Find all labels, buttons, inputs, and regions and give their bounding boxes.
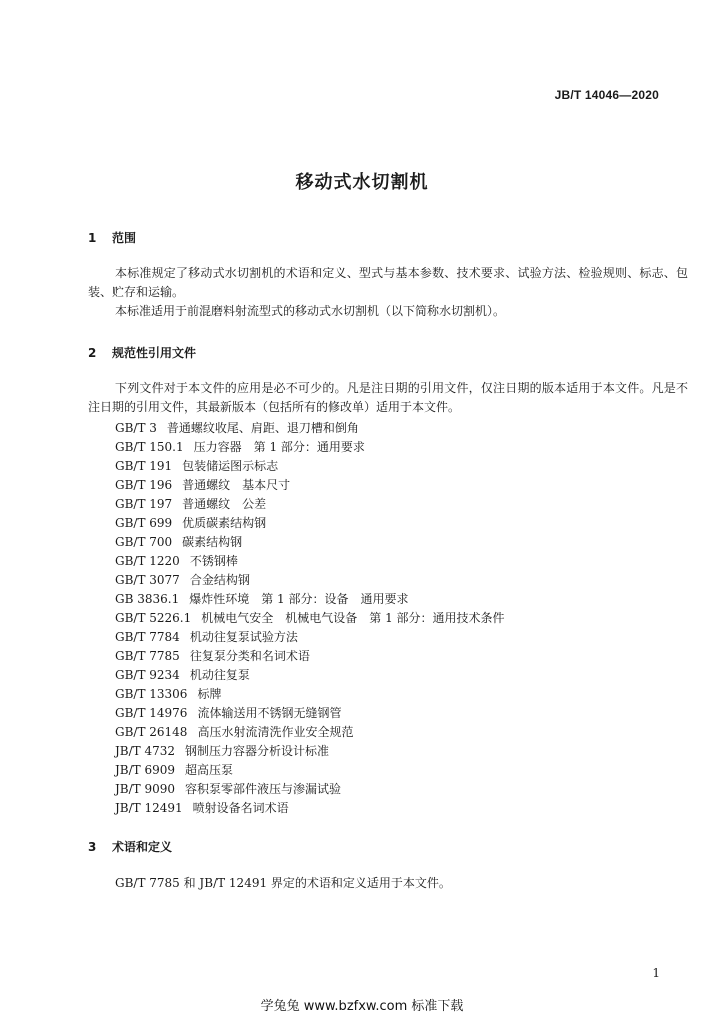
section-number: 3: [88, 840, 97, 854]
reference-code: JB/T 9090: [115, 782, 176, 796]
section-3-heading: [88, 838, 172, 855]
reference-item: [115, 628, 505, 647]
reference-name: 压力容器 第 1 部分：通用要求: [193, 440, 365, 454]
reference-code: GB/T 5226.1: [115, 611, 192, 625]
terms-paragraph: GB/T 7785 和 JB/T 12491 界定的术语和定义适用于本文件。: [115, 876, 451, 890]
reference-item: [115, 495, 505, 514]
reference-code: GB/T 14976: [115, 706, 188, 720]
reference-item: [115, 685, 505, 704]
reference-code: GB/T 700: [115, 535, 173, 549]
reference-code: GB/T 197: [115, 497, 173, 511]
reference-name: 机动往复泵: [189, 668, 250, 682]
document-title: 移动式水切割机: [295, 172, 429, 193]
reference-item: [115, 514, 505, 533]
reference-item: [115, 723, 505, 742]
reference-name: 优质碳素结构钢: [182, 516, 267, 530]
reference-item: [115, 799, 505, 818]
reference-item: [115, 476, 505, 495]
reference-name: 机动往复泵试验方法: [189, 630, 298, 644]
reference-item: [115, 438, 505, 457]
section-title: 规范性引用文件: [112, 346, 197, 360]
reference-name: 往复泵分类和名词术语: [189, 649, 310, 663]
reference-name: 标牌: [197, 687, 222, 701]
page-number: 1: [652, 966, 660, 980]
reference-name: 喷射设备名词术语: [192, 801, 289, 815]
reference-code: JB/T 6909: [115, 763, 176, 777]
reference-name: 高压水射流清洗作业安全规范: [197, 725, 354, 739]
reference-code: GB/T 9234: [115, 668, 180, 682]
reference-code: JB/T 12491: [115, 801, 183, 815]
standard-number: JB/T 14046—2020: [554, 88, 659, 102]
reference-code: GB/T 3: [115, 421, 157, 435]
watermark-text: 学兔兔 www.bzfxw.com 标准下载: [260, 999, 464, 1014]
reference-name: 普通螺纹收尾、肩距、退刀槽和倒角: [166, 421, 359, 435]
reference-item: [115, 704, 505, 723]
reference-name: 不锈钢棒: [189, 554, 238, 568]
reference-item: [115, 533, 505, 552]
reference-code: JB/T 4732: [115, 744, 176, 758]
reference-code: GB/T 7784: [115, 630, 180, 644]
reference-name: 包装储运图示标志: [182, 459, 279, 473]
section-title: 术语和定义: [112, 840, 173, 854]
reference-name: 合金结构钢: [189, 573, 250, 587]
section-number: 1: [88, 231, 97, 245]
reference-code: GB/T 26148: [115, 725, 188, 739]
reference-item: [115, 742, 505, 761]
reference-name: 普通螺纹 公差: [182, 497, 267, 511]
reference-code: GB/T 150.1: [115, 440, 184, 454]
reference-name: 超高压泵: [185, 763, 234, 777]
reference-code: GB/T 7785: [115, 649, 180, 663]
reference-item: [115, 780, 505, 799]
section-title: 范围: [112, 231, 137, 245]
reference-name: 爆炸性环境 第 1 部分：设备 通用要求: [189, 592, 409, 606]
reference-item: [115, 666, 505, 685]
reference-code: GB/T 3077: [115, 573, 180, 587]
reference-name: 机械电气安全 机械电气设备 第 1 部分：通用技术条件: [201, 611, 505, 625]
reference-code: GB 3836.1: [115, 592, 180, 606]
reference-item: [115, 571, 505, 590]
reference-item: [115, 761, 505, 780]
reference-item: [115, 647, 505, 666]
reference-item: [115, 457, 505, 476]
reference-name: 钢制压力容器分析设计标准: [185, 744, 330, 758]
reference-item: [115, 552, 505, 571]
reference-name: 容积泵零部件液压与渗漏试验: [185, 782, 342, 796]
scope-paragraph-1: 本标准规定了移动式水切割机的术语和定义、型式与基本参数、技术要求、试验方法、检验规则、标志、包装、贮存和运输。: [88, 266, 688, 299]
reference-item: [115, 590, 505, 609]
section-2-heading: [88, 344, 196, 361]
reference-item: [115, 609, 505, 628]
reference-code: GB/T 1220: [115, 554, 180, 568]
reference-name: 普通螺纹 基本尺寸: [182, 478, 291, 492]
section-number: 2: [88, 346, 97, 360]
reference-code: GB/T 13306: [115, 687, 188, 701]
reference-name: 碳素结构钢: [182, 535, 243, 549]
scope-paragraph-2: 本标准适用于前混磨料射流型式的移动式水切割机（以下简称水切割机）。: [115, 304, 506, 318]
normative-references-list: [115, 419, 505, 818]
reference-code: GB/T 196: [115, 478, 173, 492]
reference-item: [115, 419, 505, 438]
references-intro-paragraph: 下列文件对于本文件的应用是必不可少的。凡是注日期的引用文件，仅注日期的版本适用于本文件。凡是不注日期的引用文件，其最新版本（包括所有的修改单）适用于本文件。: [88, 381, 688, 414]
reference-code: GB/T 699: [115, 516, 173, 530]
reference-code: GB/T 191: [115, 459, 173, 473]
reference-name: 流体输送用不锈钢无缝钢管: [197, 706, 342, 720]
section-1-heading: [88, 229, 136, 246]
